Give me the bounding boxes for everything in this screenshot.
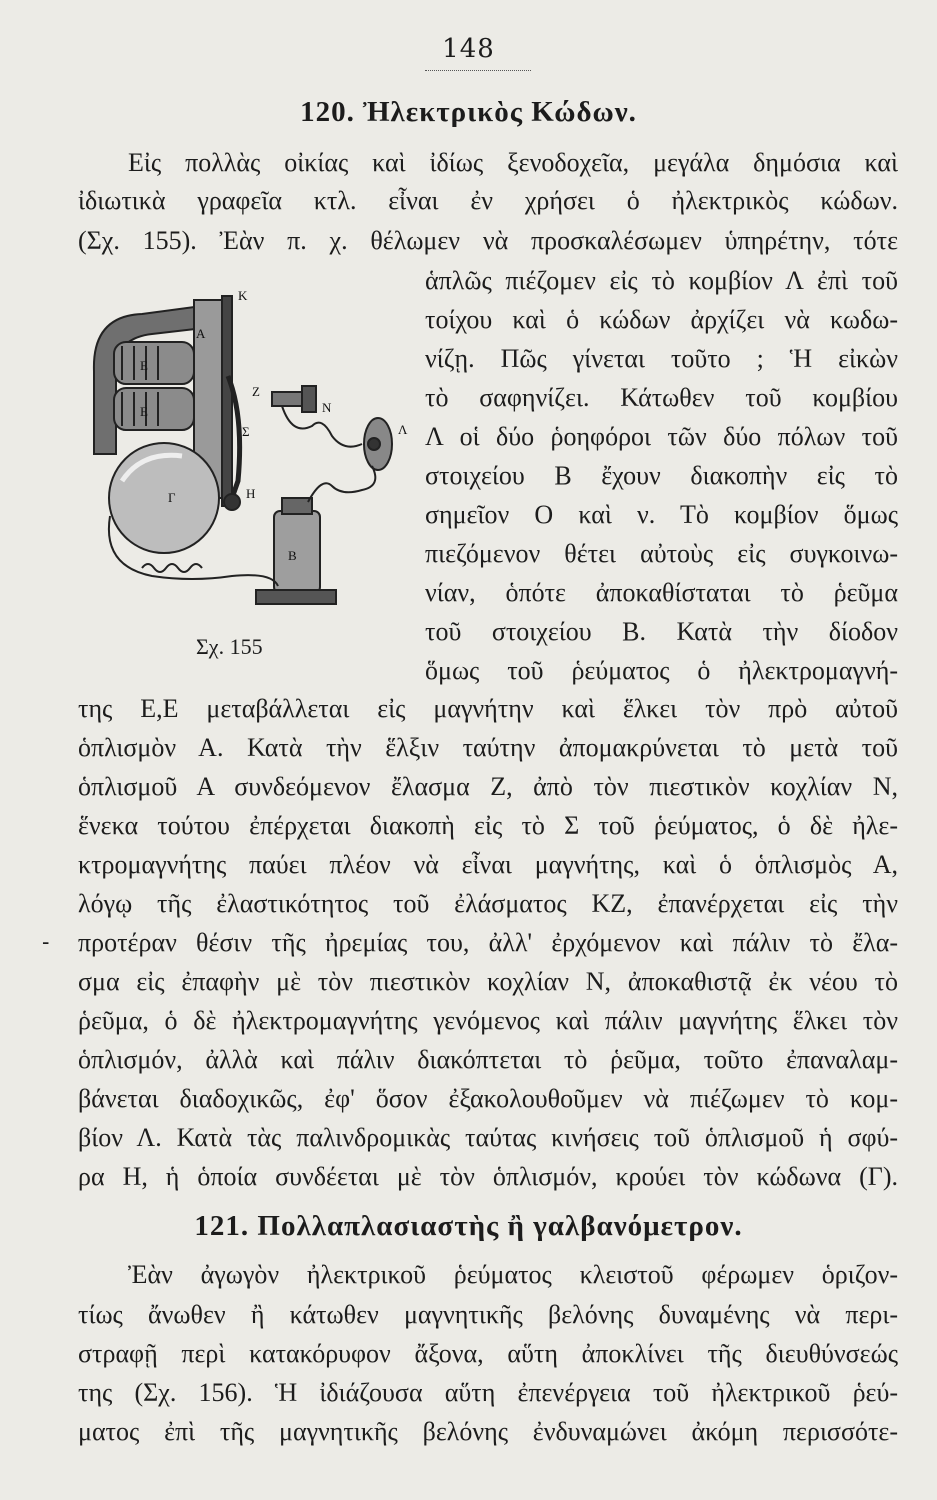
text-line: βίον Λ. Κατὰ τὰς παλινδρομικὰς ταύτας κινήσεις τοῦ ὁπλισμοῦ ἡ σφύ- [78, 1123, 898, 1152]
text-line: ἕνεκα τούτου ἐπέρχεται διακοπὴ εἰς τὸ Σ τοῦ ῥεύματος, ὁ δὲ ἠλε- [78, 811, 898, 840]
text-line: Λ οἱ δύο ῥοηφόροι τῶν δύο πόλων τοῦ [425, 422, 898, 451]
text-line: ἁπλῶς πιέζομεν εἰς τὸ κομβίον Λ ἐπὶ τοῦ [425, 266, 898, 295]
figure-label-B: Β [288, 548, 297, 563]
text-line: σμα εἰς ἐπαφὴν μὲ τὸν πιεστικὸν κοχλίαν Ν, ἀποκαθιστᾷ ἐκ νέου τὸ [78, 967, 898, 996]
battery-cell [274, 511, 320, 593]
text-line: Ἐὰν ἀγωγὸν ἠλεκτρικοῦ ῥεύματος κλειστοῦ φέρωμεν ὁριζον- [128, 1260, 898, 1289]
figure-label-K: Κ [238, 288, 248, 303]
text-line: της (Σχ. 156). Ἡ ἰδιάζουσα αὕτη ἐπενέργεια τοῦ ἠλεκτρικοῦ ῥεύ- [78, 1378, 898, 1407]
margin-mark: - [42, 930, 50, 955]
coil-upper [114, 342, 194, 384]
text-line: νίζῃ. Πῶς γίνεται τοῦτο ; Ἡ εἰκὼν [425, 344, 898, 373]
figure-label-L: Λ [398, 422, 408, 437]
hammer [224, 494, 240, 510]
text-line: τοῦ στοιχείου Β. Κατὰ τὴν δίοδον [425, 617, 898, 646]
text-line: ὁπλισμοῦ Α συνδεόμενον ἔλασμα Ζ, ἀπὸ τὸν πιεστικὸν κοχλίαν Ν, [78, 772, 898, 801]
section-121-heading: 121. Πολλαπλασιαστὴς ἢ γαλβανόμετρον. [194, 1210, 743, 1242]
text-line: κτρομαγνήτης παύει πλέον νὰ εἶναι μαγνήτης, καὶ ὁ ὁπλισμὸς Α, [78, 850, 898, 879]
text-line: ὁπλισμὸν Α. Κατὰ τὴν ἕλξιν ταύτην ἀπομακρύνεται τὸ μετὰ τοῦ [78, 733, 898, 762]
coil-lower [114, 388, 194, 430]
figure-label-A: Α [196, 326, 206, 341]
text-line: ὁπλισμόν, ἀλλὰ καὶ πάλιν διακόπτεται τὸ ῥεῦμα, τοῦτο ἐπαναλαμ- [78, 1045, 898, 1074]
text-line: σημεῖον Ο καὶ ν. Τὸ κομβίον ὅμως [425, 500, 898, 529]
electric-bell-figure [82, 276, 412, 626]
text-line: πιεζόμενον θέτει αὐτοὺς εἰς συγκοινω- [425, 539, 898, 568]
text-line: ἰδιωτικὰ γραφεῖα κτλ. εἶναι ἐν χρήσει ὁ ἠλεκτρικὸς κώδων. [78, 186, 898, 215]
figure-label-S: Σ [242, 424, 250, 439]
text-line: ρα Η, ἡ ὁποία συνδέεται μὲ τὸν ὁπλισμόν, κρούει τὸν κώδωνα (Γ). [78, 1162, 898, 1191]
text-line: τίως ἄνωθεν ἢ κάτωθεν μαγνητικῆς βελόνης δυναμένης νὰ περι- [78, 1300, 898, 1329]
text-line: ματος ἐπὶ τῆς μαγνητικῆς βελόνης ἐνδυναμώνει ἀκόμη περισσότε- [78, 1417, 898, 1446]
figure-label-Z: Ζ [252, 384, 260, 399]
text-line: (Σχ. 155). Ἐὰν π. χ. θέλωμεν νὰ προσκαλέσωμεν ὑπηρέτην, τότε [78, 226, 898, 255]
figure-label-E: Ε [140, 358, 148, 373]
page-number: 148 [442, 34, 495, 64]
text-line: προτέραν θέσιν τῆς ἠρεμίας του, ἀλλ' ἐρχόμενον καὶ πάλιν τὸ ἔλα- [78, 928, 898, 957]
text-line: τοίχου καὶ ὁ κώδων ἀρχίζει νὰ κωδω- [425, 305, 898, 334]
figure-label-H: Η [246, 486, 256, 501]
text-line: ὅμως τοῦ ῥεύματος ὁ ἠλεκτρομαγνή- [425, 656, 898, 685]
battery-base [256, 590, 336, 604]
section-120-heading: 120. Ἠλεκτρικὸς Κώδων. [300, 96, 637, 128]
figure-label-G: Γ [168, 490, 176, 505]
text-line: νίαν, ὁπότε ἀποκαθίσταται τὸ ῥεῦμα [425, 578, 898, 607]
text-line: βάνεται διαδοχικῶς, ἐφ' ὅσον ἐξακολουθοῦμεν νὰ πιέζωμεν τὸ κομ- [78, 1084, 898, 1113]
text-line: Εἰς πολλὰς οἰκίας καὶ ἰδίως ξενοδοχεῖα, μεγάλα δημόσια καὶ [128, 148, 898, 177]
page-number-rule [425, 70, 531, 71]
text-line: στοιχείου Β ἔχουν διακοπὴν εἰς τὸ [425, 461, 898, 490]
text-line: ῥεῦμα, ὁ δὲ ἠλεκτρομαγνήτης γενόμενος καὶ πάλιν μαγνήτης ἕλκει τὸν [78, 1006, 898, 1035]
figure-caption: Σχ. 155 [196, 634, 263, 659]
text-line: τὸ σαφηνίζει. Κάτωθεν τοῦ κομβίου [425, 383, 898, 412]
bell-dome [109, 443, 219, 553]
text-line: της Ε,Ε μεταβάλλεται εἰς μαγνήτην καὶ ἕλκει τὸν πρὸ αὐτοῦ [78, 694, 898, 723]
text-line: στραφῇ περὶ κατακόρυφον ἄξονα, αὕτη ἀποκλίνει τῆς διευθύνσεώς [78, 1339, 898, 1368]
figure-label-E: Ε [140, 404, 148, 419]
spring-strip [222, 296, 232, 506]
figure-label-N: Ν [322, 400, 332, 415]
text-line: λόγῳ τῆς ἐλαστικότητος τοῦ ἐλάσματος ΚΖ, ἐπανέρχεται εἰς τὴν [78, 889, 898, 918]
